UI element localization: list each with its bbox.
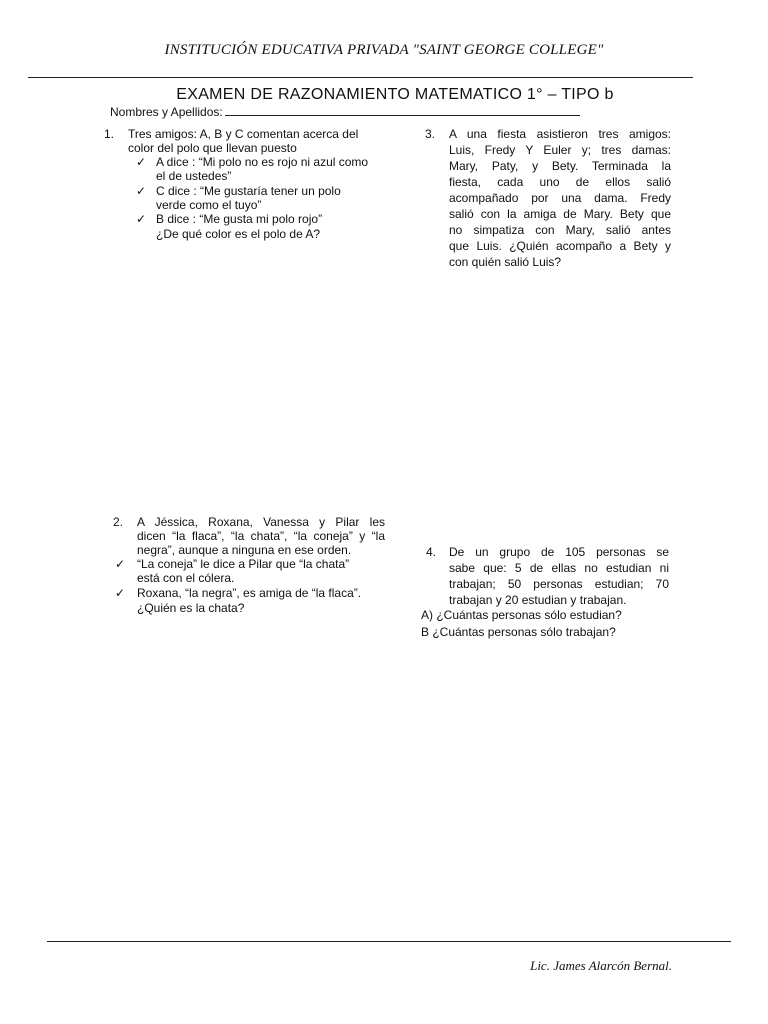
header-rule bbox=[28, 77, 693, 78]
problem-2-bullet-line: Roxana, “la negra”, es amiga de “la flaca”. bbox=[137, 586, 362, 600]
checkmark-icon: ✓ bbox=[115, 586, 126, 600]
checkmark-icon: ✓ bbox=[136, 184, 147, 198]
problem-3-line: no simpatiza con Mary, salió antes bbox=[449, 223, 671, 237]
exam-title: EXAMEN DE RAZONAMIENTO MATEMATICO 1° – TIPO b bbox=[176, 86, 614, 103]
problem-2-number: 2. bbox=[113, 515, 124, 529]
checkmark-icon: ✓ bbox=[136, 212, 147, 226]
problem-3-line: Luis, Fredy Y Euler y; tres damas: bbox=[449, 143, 671, 157]
problem-3-line: Mary, Paty, y Bety. Terminada la bbox=[449, 159, 671, 173]
problem-4-line: trabajan; 50 personas estudian; 70 bbox=[449, 577, 669, 591]
names-blank bbox=[225, 105, 580, 116]
institution-header: INSTITUCIÓN EDUCATIVA PRIVADA "SAINT GEORGE COLLEGE" bbox=[164, 42, 604, 58]
footer-rule bbox=[47, 941, 731, 942]
problem-1-stem-line: color del polo que llevan puesto bbox=[128, 141, 297, 155]
problem-3-number: 3. bbox=[425, 127, 436, 141]
problem-4-line: De un grupo de 105 personas se bbox=[449, 545, 669, 559]
problem-1-stem-line: Tres amigos: A, B y C comentan acerca del bbox=[128, 127, 359, 141]
problem-3-line: A una fiesta asistieron tres amigos: bbox=[449, 127, 671, 141]
problem-2-line: dicen “la flaca”, “la chata”, “la coneja” y “la bbox=[137, 529, 385, 543]
problem-1-number: 1. bbox=[104, 127, 115, 141]
author-name: Lic. James Alarcón Bernal. bbox=[530, 958, 672, 973]
problem-4-question-b: B ¿Cuántas personas sólo trabajan? bbox=[421, 625, 616, 639]
problem-4-line: trabajan y 20 estudian y trabajan. bbox=[449, 593, 627, 607]
problem-3-line: fiesta, cada uno de ellos salió bbox=[449, 175, 671, 189]
problem-1-bullet-line: C dice : “Me gustaría tener un polo bbox=[156, 184, 341, 198]
problem-1-bullet-line: verde como el tuyo” bbox=[156, 198, 262, 212]
checkmark-icon: ✓ bbox=[136, 155, 147, 169]
problem-1-bullet-line: A dice : “Mi polo no es rojo ni azul como bbox=[156, 155, 369, 169]
problem-2-bullet-line: “La coneja” le dice a Pilar que “la chata” bbox=[137, 557, 350, 571]
problem-1-bullet-line: B dice : “Me gusta mi polo rojo” bbox=[156, 212, 323, 226]
problem-3-line: salió con la amiga de Mary. Bety que bbox=[449, 207, 671, 221]
problem-4-question-a: A) ¿Cuántas personas sólo estudian? bbox=[421, 608, 622, 622]
problem-4-number: 4. bbox=[426, 545, 437, 559]
problem-2-question: ¿Quién es la chata? bbox=[137, 601, 245, 615]
problem-1-question: ¿De qué color es el polo de A? bbox=[156, 227, 321, 241]
problem-3-line: acompañado por una dama. Fredy bbox=[449, 191, 671, 205]
problem-1-bullet-line: el de ustedes” bbox=[156, 169, 232, 183]
names-line bbox=[110, 105, 580, 119]
problem-2-bullet-line: está con el cólera. bbox=[137, 571, 235, 585]
problem-2-line: negra”, aunque a ninguna en ese orden. bbox=[137, 543, 352, 557]
problem-2-line: A Jéssica, Roxana, Vanessa y Pilar les bbox=[137, 515, 385, 529]
problem-4-line: sabe que: 5 de ellas no estudian ni bbox=[449, 561, 669, 575]
problem-3-line: que Luis. ¿Quién acompaño a Bety y bbox=[449, 239, 671, 253]
names-label: Nombres y Apellidos: bbox=[110, 105, 223, 119]
checkmark-icon: ✓ bbox=[115, 557, 126, 571]
problem-3-line: con quién salió Luis? bbox=[449, 255, 562, 269]
